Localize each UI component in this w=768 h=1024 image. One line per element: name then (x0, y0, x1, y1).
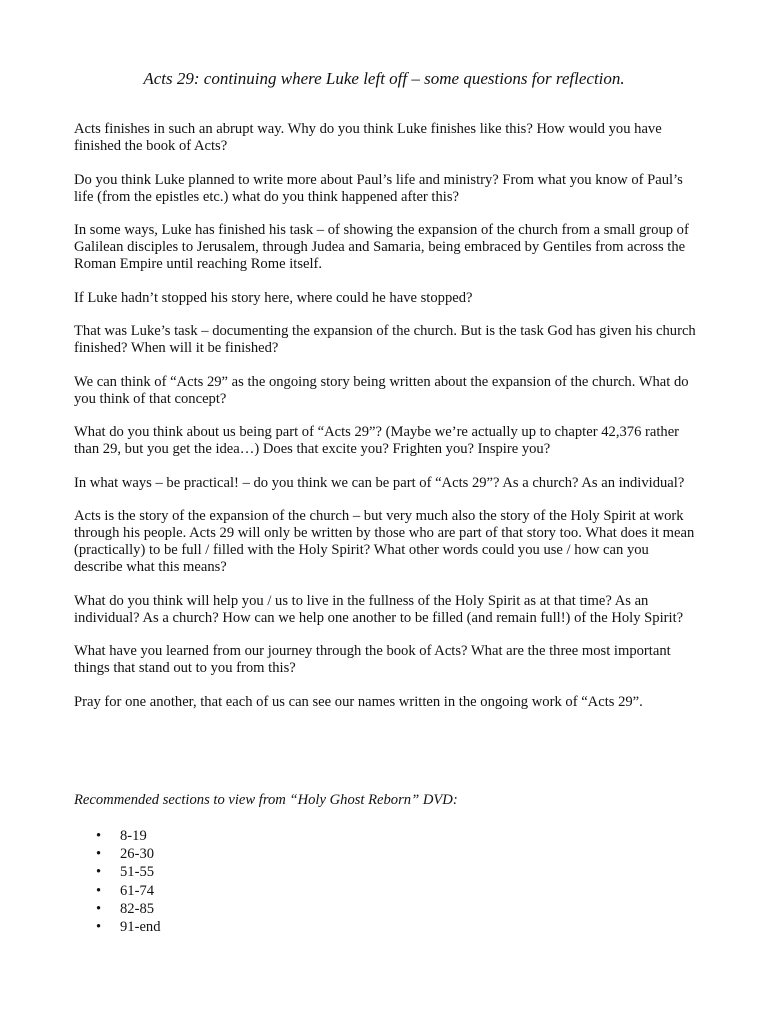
paragraph: Pray for one another, that each of us can see our names written in the ongoing work of “Acts 29”. (74, 693, 643, 710)
paragraph: In what ways – be practical! – do you think we can be part of “Acts 29”? As a church? As an individual? (74, 474, 685, 491)
list-item (74, 900, 161, 918)
bullet-icon: • (96, 864, 102, 881)
bullet-icon: • (96, 882, 102, 899)
list-item (74, 863, 161, 881)
sections-list (74, 827, 161, 936)
paragraph: Acts finishes in such an abrupt way. Why do you think Luke finishes like this? How would you have finished the book of Acts? (74, 121, 662, 154)
paragraph: In some ways, Luke has finished his task – of showing the expansion of the church from a small group of Galilean disciples to Jerusalem, through Judea and Samaria, being embraced by Gentiles from across the Roman Empire until reaching Rome itself. (74, 222, 689, 272)
paragraph: What have you learned from our journey through the book of Acts? What are the three most important things that stand out to you from this? (74, 643, 671, 676)
document-body (74, 121, 696, 727)
paragraph: If Luke hadn’t stopped his story here, where could he have stopped? (74, 289, 473, 306)
paragraph: Acts is the story of the expansion of the church – but very much also the story of the Holy Spirit at work through his people. Acts 29 will only be written by those who are part of that story too. What does it mean (practically) to be full / filled with the Holy Spirit? What other words could you use / how can you describe what this means? (74, 508, 695, 575)
bullet-icon: • (96, 828, 102, 844)
paragraph: What do you think about us being part of “Acts 29”? (Maybe we’re actually up to chapter 42,376 rather than 29, but you get the idea…) Does that excite you? Frighten you? Inspire you? (74, 424, 680, 457)
recommended-sections-heading: Recommended sections to view from “Holy Ghost Reborn” DVD: (74, 792, 458, 808)
bullet-icon: • (96, 846, 102, 863)
section-range: 51-55 (120, 864, 155, 881)
section-range: 82-85 (120, 900, 155, 917)
section-range: 61-74 (120, 882, 155, 899)
list-item (74, 882, 161, 900)
list-item (74, 918, 161, 936)
paragraph: What do you think will help you / us to live in the fullness of the Holy Spirit as at that time? As an individual? As a church? How can we help one another to be filled (and remain full!) of the Holy Spirit? (74, 592, 684, 626)
paragraph: Do you think Luke planned to write more about Paul’s life and ministry? From what you know of Paul’s life (from the epistles etc.) what do you think happened after this? (74, 171, 683, 205)
bullet-icon: • (96, 900, 102, 917)
page-title: Acts 29: continuing where Luke left off – some questions for reflection. (143, 69, 625, 88)
paragraph: We can think of “Acts 29” as the ongoing story being written about the expansion of the church. What do you think of that concept? (74, 373, 689, 407)
section-range: 26-30 (120, 846, 155, 863)
list-item (74, 827, 161, 845)
paragraph: That was Luke’s task – documenting the expansion of the church. But is the task God has given his church finished? When will it be finished? (74, 323, 696, 356)
list-item (74, 845, 161, 863)
bullet-icon: • (96, 919, 102, 936)
section-range: 91-end (120, 919, 161, 936)
section-range: 8-19 (120, 828, 147, 844)
